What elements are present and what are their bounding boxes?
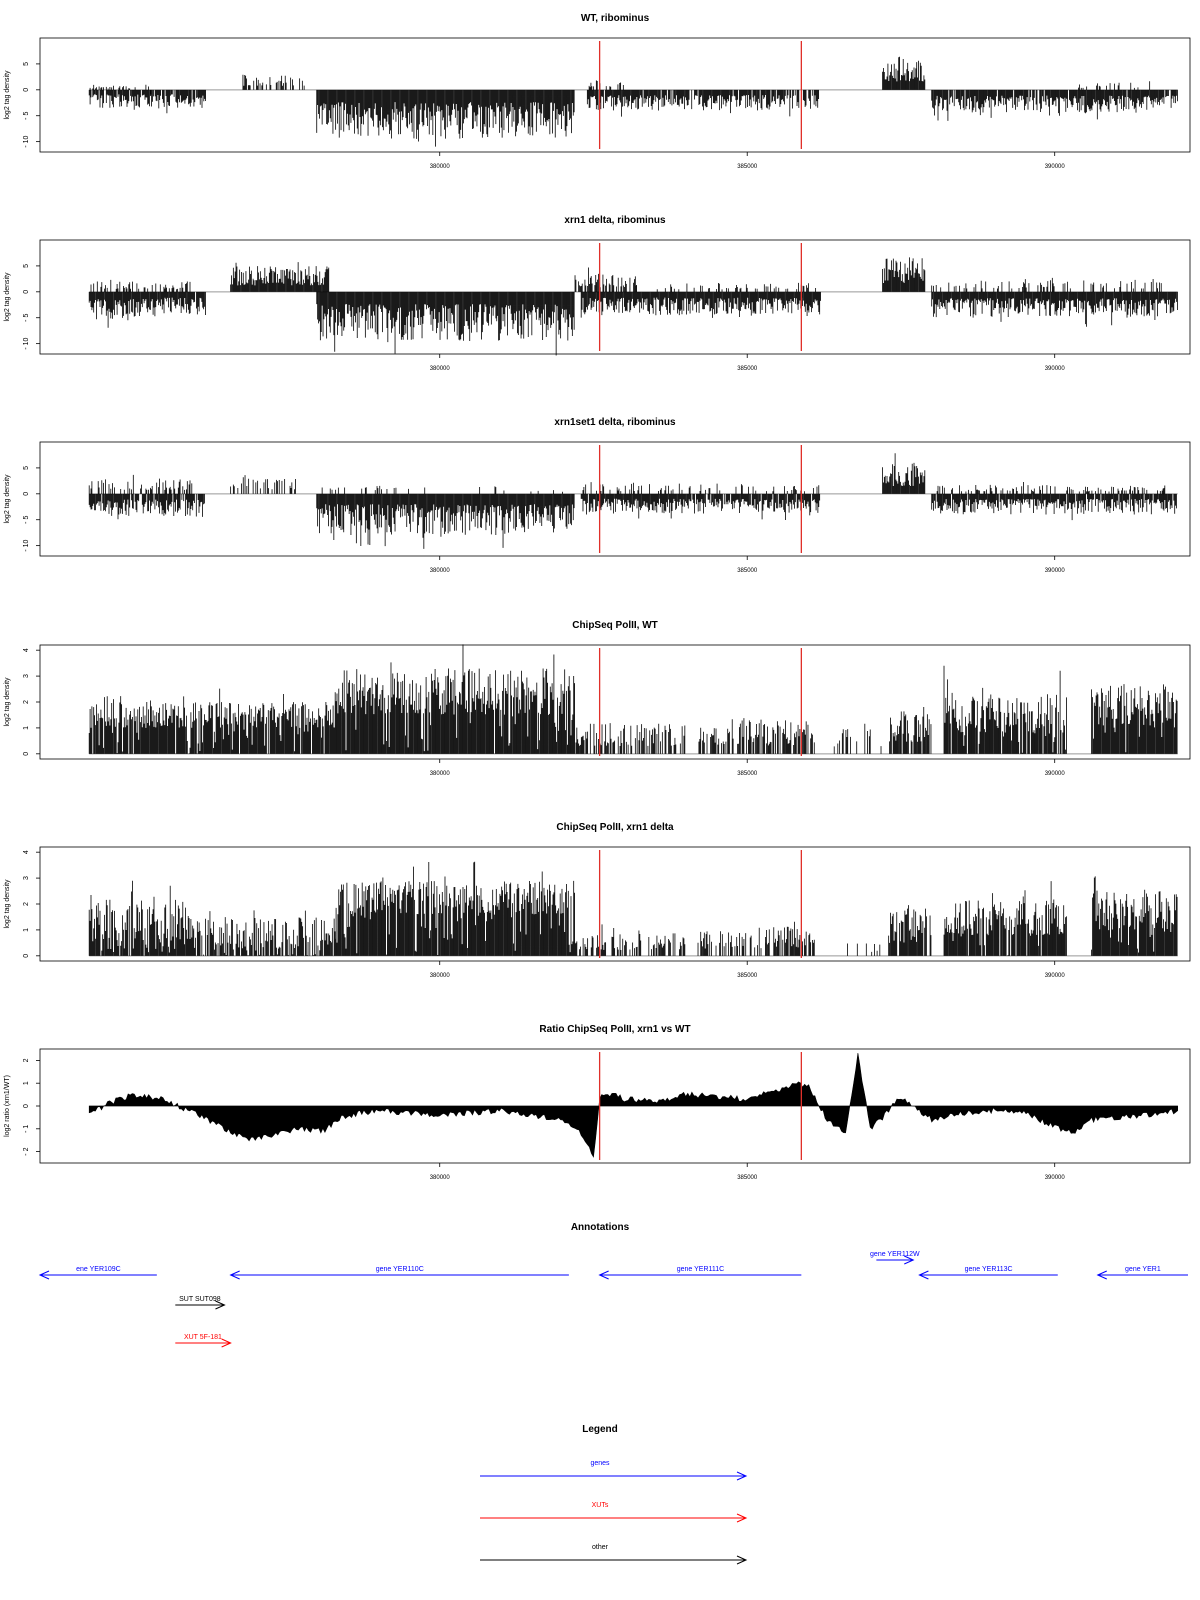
feature-label: gene YER110C [375,1266,424,1273]
chart-title: Ratio ChipSeq PolII, xrn1 vs WT [539,1024,691,1035]
y-tick-label: 2 [23,1058,30,1063]
y-axis-label: log2 tag density [4,272,11,322]
annotations-title: Annotations [570,1222,630,1233]
y-tick-label: - 5 [23,515,30,524]
chart-title: xrn1set1 delta, ribominus [554,417,676,428]
feature-label: gene YER113C [964,1266,1013,1273]
legend-title: Legend [582,1424,618,1435]
x-tick-label: 385000 [737,1175,758,1181]
y-axis-label: log2 tag density [4,70,11,120]
y-tick-label: - 5 [23,111,30,120]
y-tick-label: 3 [23,674,30,679]
legend-item-label: XUTs [591,1502,609,1509]
y-tick-label: - 10 [23,539,30,552]
y-axis-label: log2 ratio (xrn1/WT) [4,1075,11,1137]
y-tick-label: - 5 [23,313,30,322]
y-tick-label: 0 [23,289,30,294]
x-tick-label: 385000 [737,771,758,777]
x-tick-label: 385000 [737,164,758,170]
y-tick-label: 2 [23,902,30,906]
x-tick-label: 385000 [737,366,758,372]
y-tick-label: 0 [23,491,30,496]
y-axis-label: log2 tag density [4,879,11,929]
feature-label: ene YER109C [76,1266,121,1273]
x-tick-label: 390000 [1044,973,1065,979]
feature-label: gene YER111C [676,1266,725,1273]
y-tick-label: 4 [23,850,30,855]
y-tick-label: 1 [23,1081,30,1086]
x-tick-label: 390000 [1044,771,1065,777]
legend-item-label: other [592,1544,608,1551]
y-tick-label: 2 [23,700,30,704]
chart-title: ChipSeq PolII, WT [572,620,658,631]
chart-title: WT, ribominus [580,13,650,24]
feature-label: gene YER1 [1125,1266,1161,1273]
y-tick-label: - 1 [23,1124,30,1133]
y-tick-label: 5 [23,263,30,268]
y-tick-label: 0 [23,87,30,92]
y-tick-label: 0 [23,751,30,756]
x-tick-label: 385000 [737,973,758,979]
x-tick-label: 380000 [429,164,450,170]
x-tick-label: 390000 [1044,164,1065,170]
x-tick-label: 385000 [737,568,758,574]
y-tick-label: - 10 [23,135,30,148]
x-tick-label: 390000 [1044,366,1065,372]
x-tick-label: 380000 [429,1175,450,1181]
chart-title: ChipSeq PolII, xrn1 delta [556,822,674,833]
feature-label: gene YER112W [870,1251,920,1258]
y-axis-label: log2 tag density [4,677,11,727]
y-tick-label: 4 [23,648,30,653]
y-tick-label: 1 [23,725,30,730]
feature-label: SUT SUT098 [179,1296,221,1303]
x-tick-label: 380000 [429,973,450,979]
y-tick-label: 3 [23,876,30,881]
y-tick-label: - 2 [23,1147,30,1156]
x-tick-label: 380000 [429,568,450,574]
y-tick-label: 5 [23,61,30,66]
legend-item-label: genes [590,1460,610,1467]
x-tick-label: 390000 [1044,568,1065,574]
x-tick-label: 380000 [429,771,450,777]
x-tick-label: 390000 [1044,1175,1065,1181]
y-axis-label: log2 tag density [4,474,11,524]
y-tick-label: 0 [23,953,30,958]
feature-label: XUT 5F-181 [183,1334,222,1341]
chart-title: xrn1 delta, ribominus [564,215,666,226]
y-tick-label: - 10 [23,337,30,350]
y-tick-label: 5 [23,465,30,470]
x-tick-label: 380000 [429,366,450,372]
y-tick-label: 1 [23,927,30,932]
y-tick-label: 0 [23,1104,30,1108]
